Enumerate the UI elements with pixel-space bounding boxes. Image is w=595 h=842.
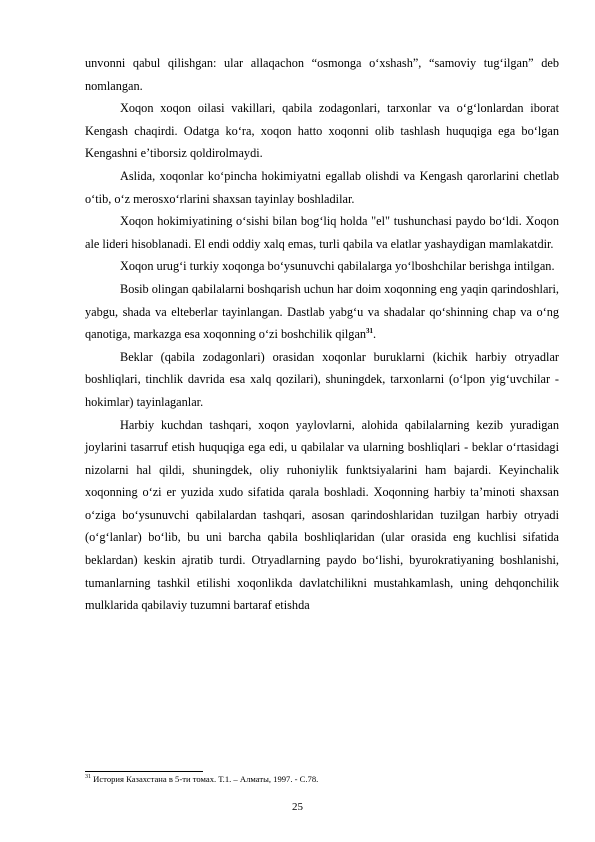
paragraph-4: Xoqon hokimiyatining o‘sishi bilan bog‘liq holda "el" tushunchasi paydo bo‘ldi. Xoqon ale lideri hisoblanadi. El endi oddiy xalq emas, turli qabila va elatlar yashaydigan mamlakatdir.	[85, 214, 559, 251]
footnote-divider	[85, 771, 203, 772]
paragraph-3: Aslida, xoqonlar ko‘pincha hokimiyatni egallab olishdi va Kengash qarorlarini chetlab o‘tib, o‘z merosxo‘rlarini shaxsan tayinlay boshladilar.	[85, 168, 559, 206]
paragraph-1: unvonni qabul qilishgan: ular allaqachon “osmonga o‘xshash”, “samoviy tug‘ilgan” deb nomlangan.	[85, 56, 559, 93]
paragraph-5: Xoqon urug‘i turkiy xoqonga bo‘ysunuvchi qabilalarga yo‘lboshchilar berishga intilgan.	[120, 259, 555, 274]
paragraph-2: Xoqon xoqon oilasi vakillari, qabila zodagonlari, tarxonlar va o‘g‘lonlardan iborat Kengash chaqirdi. Odatga ko‘ra, xoqon hatto xoqonni olib tashlash huquqiga ega bo‘lgan Kengashni e’tiborsiz qoldirolmaydi.	[85, 101, 559, 161]
footnote-number: 31	[85, 774, 91, 781]
paragraph-6: Bosib olingan qabilalarni boshqarish uchun har doim xoqonning eng yaqin qarindoshlari, yabgu, shada va elteberlar tayinlangan. Dastlab yabg‘u va shadalar qo‘shinning chap va o‘ng qanotiga, markazga esa xoqonning o‘zi boshchilik qilgan$^{31}$.	[85, 281, 559, 342]
paragraph-7: Beklar (qabila zodagonlari) orasidan xoqonlar buruklarni (kichik harbiy otryadlar boshliqlari, tinchlik davrida esa xalq qozilari), shuningdek, tarxonlarni (o‘lpon yig‘uvchilar - hokimlar) tayinlaganlar.	[85, 349, 559, 409]
page-number: 25	[292, 801, 303, 813]
footnote-reference[interactable]: 31	[366, 327, 374, 336]
paragraph-6-text: Bosib olingan qabilalarni boshqarish uchun har doim xoqonning eng yaqin qarindoshlari, yabgu, shada va elteberlar tayinlangan. Dastlab yabg‘u va shadalar qo‘shinning chap va o‘ng qanotiga, markazga esa xoqonning o‘zi boshchilik qilgan	[85, 281, 559, 342]
footnote-text: История Казахстана в 5-ти томах. Т.1. – Алматы, 1997. - С.78.	[93, 774, 319, 784]
footnote	[85, 774, 318, 785]
page-body	[85, 52, 559, 617]
paragraph-8: Harbiy kuchdan tashqari, xoqon yaylovlarni, alohida qabilalarning kezib yuradigan joylarini tasarruf etish huquqiga ega edi, u qabilalar va ularning boshliqlari - beklar o‘rtasidagi nizolarni hal qildi, shuningdek, oliy ruhoniylik funktsiyalarini ham bajardi. Keyinchalik xoqonning o‘zi er yuzida xudo sifatida qarala boshladi. Xoqonning harbiy ta’minoti shaxsan o‘ziga bo‘ysunuvchi qabilalardan tashqari, asosan qarindoshlaridan tuzilgan harbiy otryadi (o‘g‘lanlar) bo‘lib, bu uni barcha qabila boshliqlaridan (ular orasida eng kuchlisi sifatida beklardan) keskin ajratib turdi. Otryadlarning paydo bo‘lishi, byurokratiyaning boshlanishi, tumanlarning tashkil etilishi xoqonlikda davlatchilikni mustahkamlash, uning dehqonchilik mulklarida qabilaviy tuzumni bartaraf etishda	[85, 417, 559, 613]
